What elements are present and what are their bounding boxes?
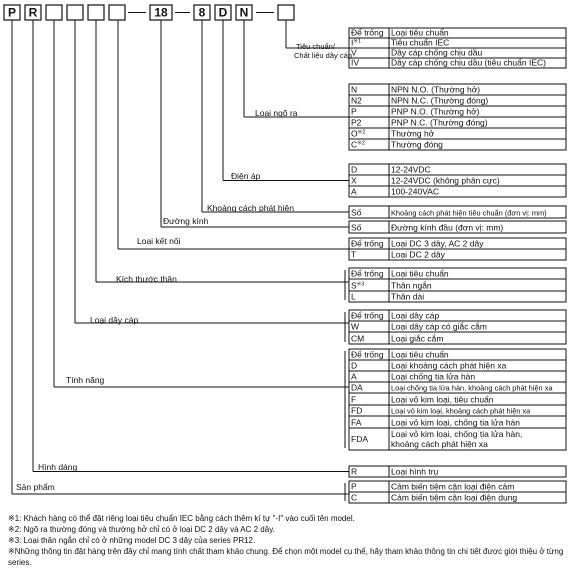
group-label: Kích thước thân: [116, 274, 177, 284]
option-desc: 100-240VAC: [391, 186, 440, 197]
code-box: [109, 5, 125, 20]
option-desc: PNP N.O. (Thường hở): [391, 106, 480, 117]
option-desc: Khoảng cách phát hiện tiêu chuẩn (đơn vị: mm): [391, 208, 547, 218]
option-code: C: [351, 492, 358, 503]
option-code: Để trống: [351, 310, 384, 321]
code-box-char: R: [28, 5, 38, 20]
option-code: Để trống: [351, 238, 384, 249]
option-code: D: [351, 360, 358, 371]
code-box: [46, 5, 62, 20]
option-desc: Loại khoảng cách phát hiện xa: [391, 360, 507, 371]
option-code: P2: [351, 117, 362, 128]
option-code: Để trống: [351, 349, 384, 360]
option-desc: PNP N.C. (Thường đóng): [391, 117, 488, 128]
option-desc: Loại vỏ kim loại, khoảng cách phát hiện xa: [391, 406, 531, 416]
option-code: A: [351, 186, 357, 197]
option-code: F: [351, 394, 357, 405]
option-desc: Loại chống tia lửa hàn, khoảng cách phát hiện xa: [391, 383, 553, 393]
option-code: Để trống: [351, 27, 384, 38]
code-box-char: 8: [198, 5, 206, 20]
option-desc: Loại dây cáp có giắc cắm: [391, 321, 487, 332]
option-code: N2: [351, 95, 362, 106]
option-desc: NPN N.C. (Thường đóng): [391, 95, 489, 106]
option-desc: Loại DC 3 dây, AC 2 dây: [391, 238, 484, 249]
group-label: Sản phẩm: [16, 482, 55, 492]
option-desc: NPN N.O. (Thường hở): [391, 84, 481, 95]
option-code: V: [351, 47, 357, 58]
group-label: Loại dây cáp: [90, 315, 139, 325]
option-desc: khoảng cách phát hiện xa: [391, 439, 488, 449]
option-code: L: [351, 291, 356, 302]
code-box: [67, 5, 83, 20]
option-code: P: [351, 106, 357, 117]
footnote-4: ※Những thông tin đặt hàng trên đây chỉ mang tính chất tham khảo chung. Để chọn một model cụ thể, hãy tham khảo thông tin chi tiết được giới thiệu ở từng series.: [8, 547, 564, 567]
option-desc: Thân dài: [391, 291, 425, 302]
group-label: Tính năng: [66, 375, 105, 385]
footnote-1: ※1: Khách hàng có thể đặt riêng loại tiêu chuẩn IEC bằng cách thêm kí tự "-I" vào cuối tên model.: [8, 514, 355, 523]
option-desc: Dây cáp chống chịu dầu: [391, 47, 483, 58]
option-desc: Loại DC 2 dây: [391, 249, 445, 260]
option-desc: Thường đóng: [391, 139, 443, 150]
option-desc: Đường kính đầu (đơn vị: mm): [391, 222, 504, 233]
option-desc: Dây cáp chống chịu dầu (tiêu chuẩn IEC): [391, 57, 546, 68]
group-label: Đường kính: [163, 216, 209, 226]
option-desc: Loại tiêu chuẩn: [391, 27, 449, 38]
option-code: $I^{※1}$: [351, 37, 362, 48]
option-desc: Loại vỏ kim loại, chống tia lửa hàn,: [391, 429, 523, 439]
option-desc: Loại chống tia lửa hàn: [391, 371, 476, 382]
code-box: [278, 5, 294, 20]
group-label: Loại ngõ ra: [255, 108, 298, 118]
option-desc: Loại vỏ kim loại, chống tia lửa hàn: [391, 417, 521, 428]
option-code: X: [351, 175, 357, 186]
option-code: W: [351, 321, 360, 332]
option-desc: Thường hở: [391, 128, 435, 139]
option-code: Số: [351, 222, 362, 233]
code-box-char: 18: [154, 5, 168, 20]
option-desc: Loại giắc cắm: [391, 333, 444, 344]
option-desc: Loại tiêu chuẩn: [391, 268, 449, 279]
option-code: $S^{※3}$: [351, 280, 365, 291]
option-desc: Tiêu chuẩn IEC: [391, 37, 450, 48]
option-code: IV: [351, 57, 360, 68]
option-code: FD: [351, 405, 363, 416]
option-code: CM: [351, 333, 365, 344]
option-code: FDA: [351, 434, 368, 444]
option-code: P: [351, 481, 357, 492]
group-table-shape: [349, 466, 566, 477]
option-desc: Loại tiêu chuẩn: [391, 349, 449, 360]
option-code: $C^{※2}$: [351, 139, 365, 150]
option-desc: 12-24VDC (không phân cực): [391, 175, 500, 186]
option-desc: Cảm biến tiệm cận loại điện dung: [391, 492, 518, 503]
code-box-char: N: [239, 5, 249, 20]
footnote-2: ※2: Ngõ ra thường đóng và thường hở chỉ có ở loại DC 2 dây và AC 2 dây.: [8, 525, 275, 534]
group-label: Tiêu chuẩn/: [296, 42, 335, 51]
option-code: N: [351, 84, 358, 95]
option-code: A: [351, 371, 357, 382]
option-desc: Cảm biến tiệm cận loại điện cảm: [391, 481, 515, 492]
group-label: Hình dáng: [38, 462, 78, 472]
option-desc: Loại hình trụ: [391, 466, 439, 477]
footnote-3: ※3: Loại thân ngắn chỉ có ở những model DC 3 dây của series PR12.: [8, 536, 256, 545]
option-code: R: [351, 466, 358, 477]
option-code: D: [351, 164, 358, 175]
group-label: Điện áp: [231, 171, 261, 181]
group-label: Khoảng cách phát hiện: [207, 203, 294, 213]
option-code: FA: [351, 417, 362, 428]
option-code: DA: [351, 382, 363, 393]
option-desc: Loại vỏ kim loại, tiêu chuẩn: [391, 394, 494, 405]
option-code: T: [351, 249, 357, 260]
option-desc: Loại dây cáp: [391, 310, 440, 321]
group-label: Loại kết nối: [137, 236, 181, 246]
code-box: [88, 5, 104, 20]
option-code: Để trống: [351, 268, 384, 279]
code-box-char: D: [218, 5, 228, 20]
group-label: Chất liệu dây cáp: [294, 51, 352, 60]
option-code: $O^{※2}$: [351, 128, 366, 139]
code-box-char: P: [7, 5, 17, 20]
option-code: Số: [351, 207, 362, 218]
option-desc: 12-24VDC: [391, 164, 431, 175]
option-desc: Thân ngắn: [391, 280, 432, 291]
